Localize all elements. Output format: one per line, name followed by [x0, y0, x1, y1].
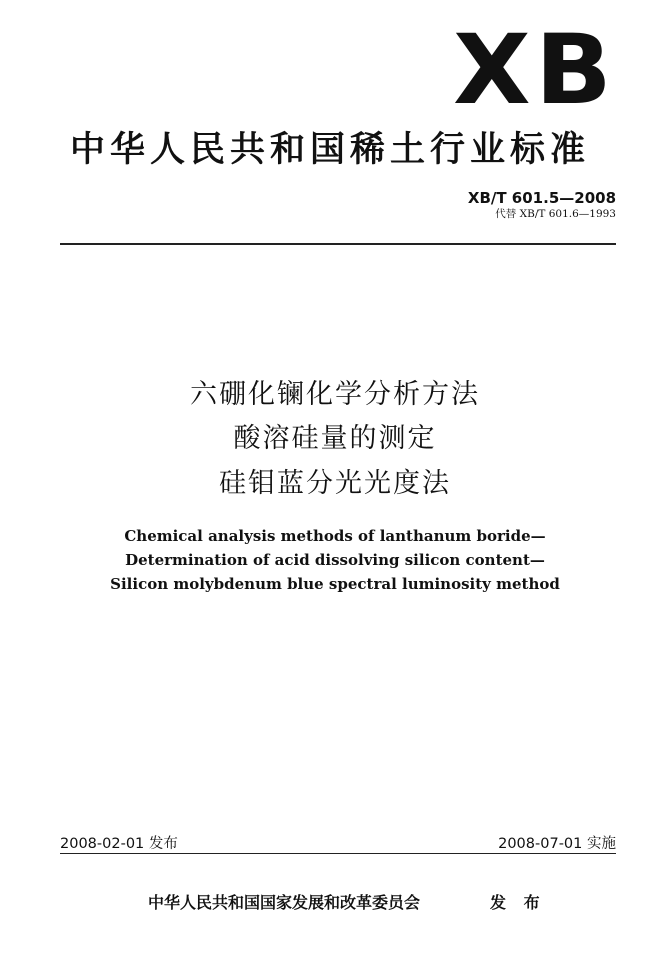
issuing-authority: 中华人民共和国国家发展和改革委员会 — [148, 893, 421, 912]
title-en-line-1: Chemical analysis methods of lanthanum boride— — [124, 527, 546, 545]
standard-category-title: 中华人民共和国稀土行业标准 — [70, 130, 591, 170]
xb-logo: XB — [453, 14, 616, 126]
title-en-line-2: Determination of acid dissolving silicon content— — [125, 551, 545, 569]
publish-label: 发 布 — [490, 893, 546, 912]
replaces-standard: 代替 XB/T 601.6—1993 — [495, 208, 616, 220]
footer-divider — [60, 853, 616, 854]
title-en-line-3: Silicon molybdenum blue spectral luminosity method — [110, 575, 560, 593]
title-cn-line-1: 六硼化镧化学分析方法 — [190, 379, 480, 410]
standard-number: XB/T 601.5—2008 — [467, 189, 616, 207]
title-cn-line-2: 酸溶硅量的测定 — [233, 423, 437, 454]
header-divider — [60, 243, 616, 245]
implementation-date: 2008-07-01 实施 — [498, 836, 616, 852]
issue-date: 2008-02-01 发布 — [60, 836, 178, 852]
title-cn-line-3: 硅钼蓝分光光度法 — [219, 468, 451, 499]
